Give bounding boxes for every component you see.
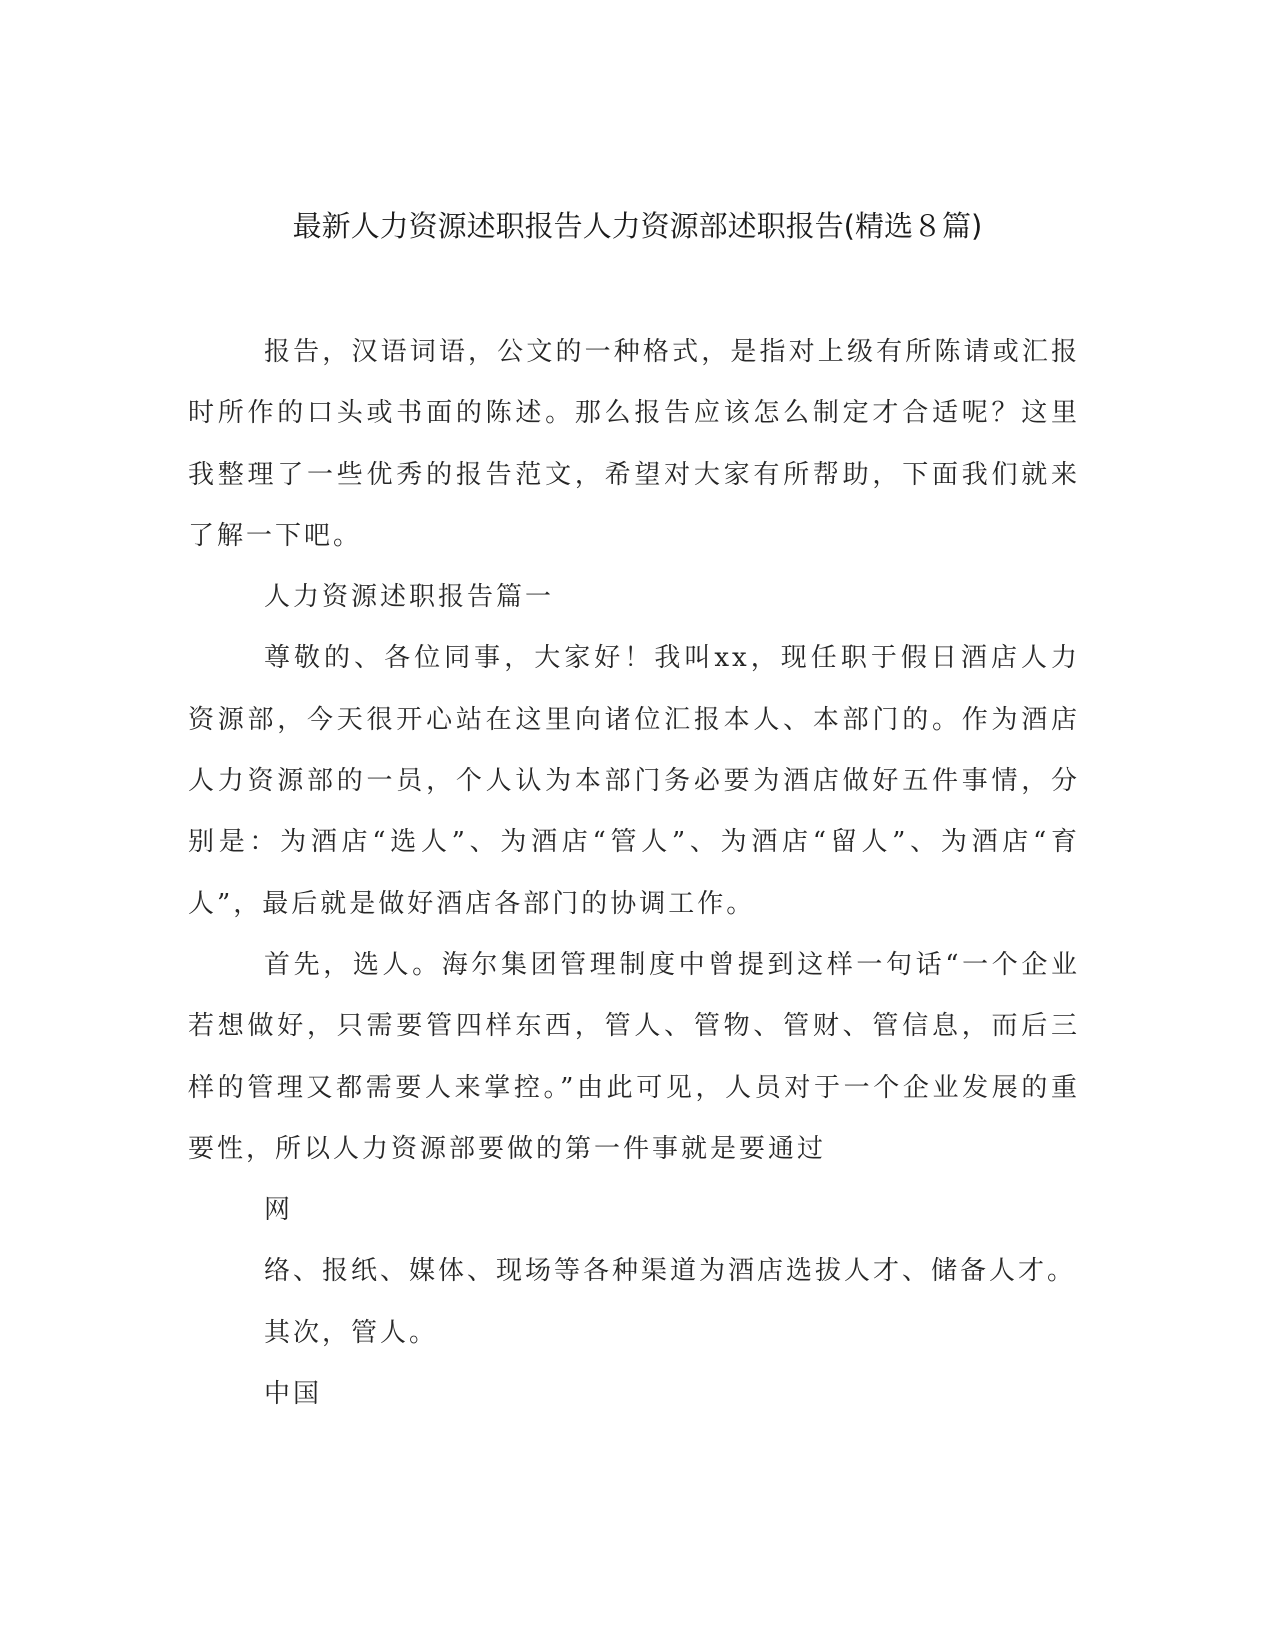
body-paragraph: 首先，选人。海尔集团管理制度中曾提到这样一句话“一个企业若想做好，只需要管四样东西，管人、管物、管财、管信息，而后三样的管理又都需要人来掌控。”由此可见，人员对于一个企业发展的重要性，所以人力资源部要做的第一件事就是要通过 [188,949,1080,1164]
body-paragraph: 络、报纸、媒体、现场等各种渠道为酒店选拔人才、储备人才。 [264,1256,1077,1287]
document-title: 最新人力资源述职报告人力资源部述职报告(精选８篇) [292,209,983,243]
section-heading: 人力资源述职报告篇一 [264,582,555,613]
intro-paragraph: 报告，汉语词语，公文的一种格式，是指对上级有所陈请或汇报时所作的口头或书面的陈述。那么报告应该怎么制定才合适呢？这里我整理了一些优秀的报告范文，希望对大家有所帮助，下面我们就来了解一下吧。 [188,337,1080,551]
body-paragraph: 尊敬的、各位同事，大家好！我叫xx，现任职于假日酒店人力资源部，今天很开心站在这里向诸位汇报本人、本部门的。作为酒店人力资源部的一员，个人认为本部门务必要为酒店做好五件事情，分别是：为酒店“选人”、为酒店“管人”、为酒店“留人”、为酒店“育人”，最后就是做好酒店各部门的协调工作。 [188,643,1080,919]
body-paragraph: 网 [264,1195,294,1226]
body-paragraph: 其次，管人。 [264,1317,439,1348]
document-body [188,322,1080,1425]
body-paragraph: 中国 [264,1379,323,1410]
